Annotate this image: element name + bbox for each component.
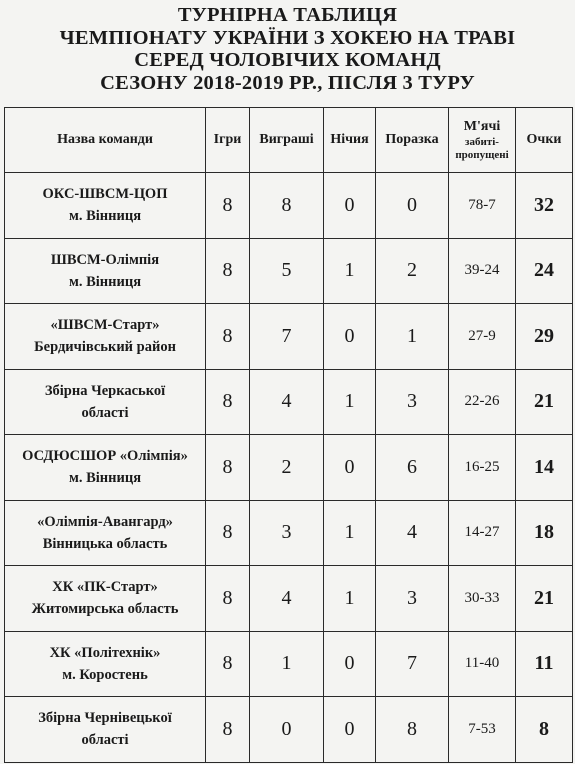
losses-cell: 8	[376, 697, 449, 763]
games-cell: 8	[206, 238, 250, 304]
draws-cell: 1	[324, 566, 376, 632]
team-location: області	[81, 732, 129, 749]
title-line-2: ЧЕМПІОНАТУ УКРАЇНИ З ХОКЕЮ НА ТРАВІ	[59, 26, 516, 49]
table-row	[5, 697, 573, 763]
points-cell: 21	[516, 369, 573, 435]
points-cell: 32	[516, 173, 573, 239]
points-cell: 14	[516, 435, 573, 501]
goals-cell: 27-9	[449, 304, 516, 370]
team-location: м. Вінниця	[68, 273, 142, 290]
title-line-4: СЕЗОНУ 2018-2019 РР., ПІСЛЯ 3 ТУРУ	[100, 71, 475, 94]
goals-cell: 22-26	[449, 369, 516, 435]
team-cell	[5, 238, 206, 304]
header-points: Очки	[516, 108, 573, 173]
losses-cell: 7	[376, 631, 449, 697]
header-row	[5, 108, 573, 173]
points-cell: 18	[516, 500, 573, 566]
goals-cell: 16-25	[449, 435, 516, 501]
team-location: Житомирська область	[31, 601, 179, 618]
standings-table	[4, 107, 573, 763]
wins-cell: 2	[250, 435, 324, 501]
wins-cell: 4	[250, 369, 324, 435]
table-row	[5, 173, 573, 239]
games-cell: 8	[206, 697, 250, 763]
table-row	[5, 369, 573, 435]
games-cell: 8	[206, 369, 250, 435]
title-line-1: ТУРНІРНА ТАБЛИЦЯ	[177, 4, 398, 26]
wins-cell: 1	[250, 631, 324, 697]
points-cell: 21	[516, 566, 573, 632]
team-name: ХК «Політехнік»	[49, 644, 161, 661]
header-losses: Поразка	[376, 108, 449, 173]
header-goals-sub1: забиті-	[465, 136, 499, 148]
team-cell	[5, 435, 206, 501]
draws-cell: 0	[324, 173, 376, 239]
team-name: ОКС-ШВСМ-ЦОП	[42, 186, 168, 203]
draws-cell: 0	[324, 435, 376, 501]
losses-cell: 0	[376, 173, 449, 239]
title-line-3: СЕРЕД ЧОЛОВІЧИХ КОМАНД	[134, 49, 441, 71]
table-row	[5, 304, 573, 370]
team-name: ШВСМ-Олімпія	[50, 251, 160, 268]
wins-cell: 3	[250, 500, 324, 566]
team-name: «ШВСМ-Старт»	[50, 317, 160, 334]
draws-cell: 1	[324, 238, 376, 304]
draws-cell: 0	[324, 631, 376, 697]
team-location: області	[81, 404, 129, 421]
wins-cell: 0	[250, 697, 324, 763]
games-cell: 8	[206, 173, 250, 239]
wins-cell: 8	[250, 173, 324, 239]
losses-cell: 3	[376, 566, 449, 632]
wins-cell: 5	[250, 238, 324, 304]
team-name: ХК «ПК-Старт»	[52, 579, 158, 596]
team-cell	[5, 304, 206, 370]
wins-cell: 7	[250, 304, 324, 370]
header-draws: Нічия	[324, 108, 376, 173]
team-location: м. Вінниця	[68, 470, 142, 487]
header-goals-sub2: пропущені	[455, 149, 509, 161]
header-goals-main: М'ячі	[463, 119, 501, 134]
points-cell: 11	[516, 631, 573, 697]
wins-cell: 4	[250, 566, 324, 632]
table-row	[5, 631, 573, 697]
goals-cell: 11-40	[449, 631, 516, 697]
goals-cell: 30-33	[449, 566, 516, 632]
team-name: Збірна Черкаської	[44, 382, 166, 399]
team-location: Бердичівський район	[34, 339, 176, 356]
team-cell	[5, 631, 206, 697]
losses-cell: 1	[376, 304, 449, 370]
team-cell	[5, 500, 206, 566]
losses-cell: 4	[376, 500, 449, 566]
games-cell: 8	[206, 304, 250, 370]
team-cell	[5, 566, 206, 632]
losses-cell: 3	[376, 369, 449, 435]
draws-cell: 1	[324, 500, 376, 566]
points-cell: 24	[516, 238, 573, 304]
team-cell	[5, 173, 206, 239]
team-location: Вінницька область	[42, 535, 168, 552]
draws-cell: 0	[324, 304, 376, 370]
team-name: Збірна Чернівецької	[38, 710, 172, 727]
losses-cell: 6	[376, 435, 449, 501]
goals-cell: 7-53	[449, 697, 516, 763]
losses-cell: 2	[376, 238, 449, 304]
team-cell	[5, 369, 206, 435]
header-goals	[449, 108, 516, 173]
team-name: «Олімпія-Авангард»	[37, 513, 173, 530]
draws-cell: 0	[324, 697, 376, 763]
points-cell: 29	[516, 304, 573, 370]
team-name: ОСДЮСШОР «Олімпія»	[22, 448, 188, 465]
goals-cell: 14-27	[449, 500, 516, 566]
points-cell: 8	[516, 697, 573, 763]
header-games: Ігри	[206, 108, 250, 173]
team-cell	[5, 697, 206, 763]
games-cell: 8	[206, 435, 250, 501]
table-row	[5, 238, 573, 304]
goals-cell: 78-7	[449, 173, 516, 239]
draws-cell: 1	[324, 369, 376, 435]
header-wins: Виграші	[250, 108, 324, 173]
games-cell: 8	[206, 500, 250, 566]
team-location: м. Вінниця	[68, 208, 142, 225]
table-row	[5, 435, 573, 501]
games-cell: 8	[206, 566, 250, 632]
goals-cell: 39-24	[449, 238, 516, 304]
document-title	[0, 4, 575, 94]
team-location: м. Коростень	[62, 666, 148, 683]
table-row	[5, 566, 573, 632]
table-row	[5, 500, 573, 566]
header-team: Назва команди	[5, 108, 206, 173]
games-cell: 8	[206, 631, 250, 697]
